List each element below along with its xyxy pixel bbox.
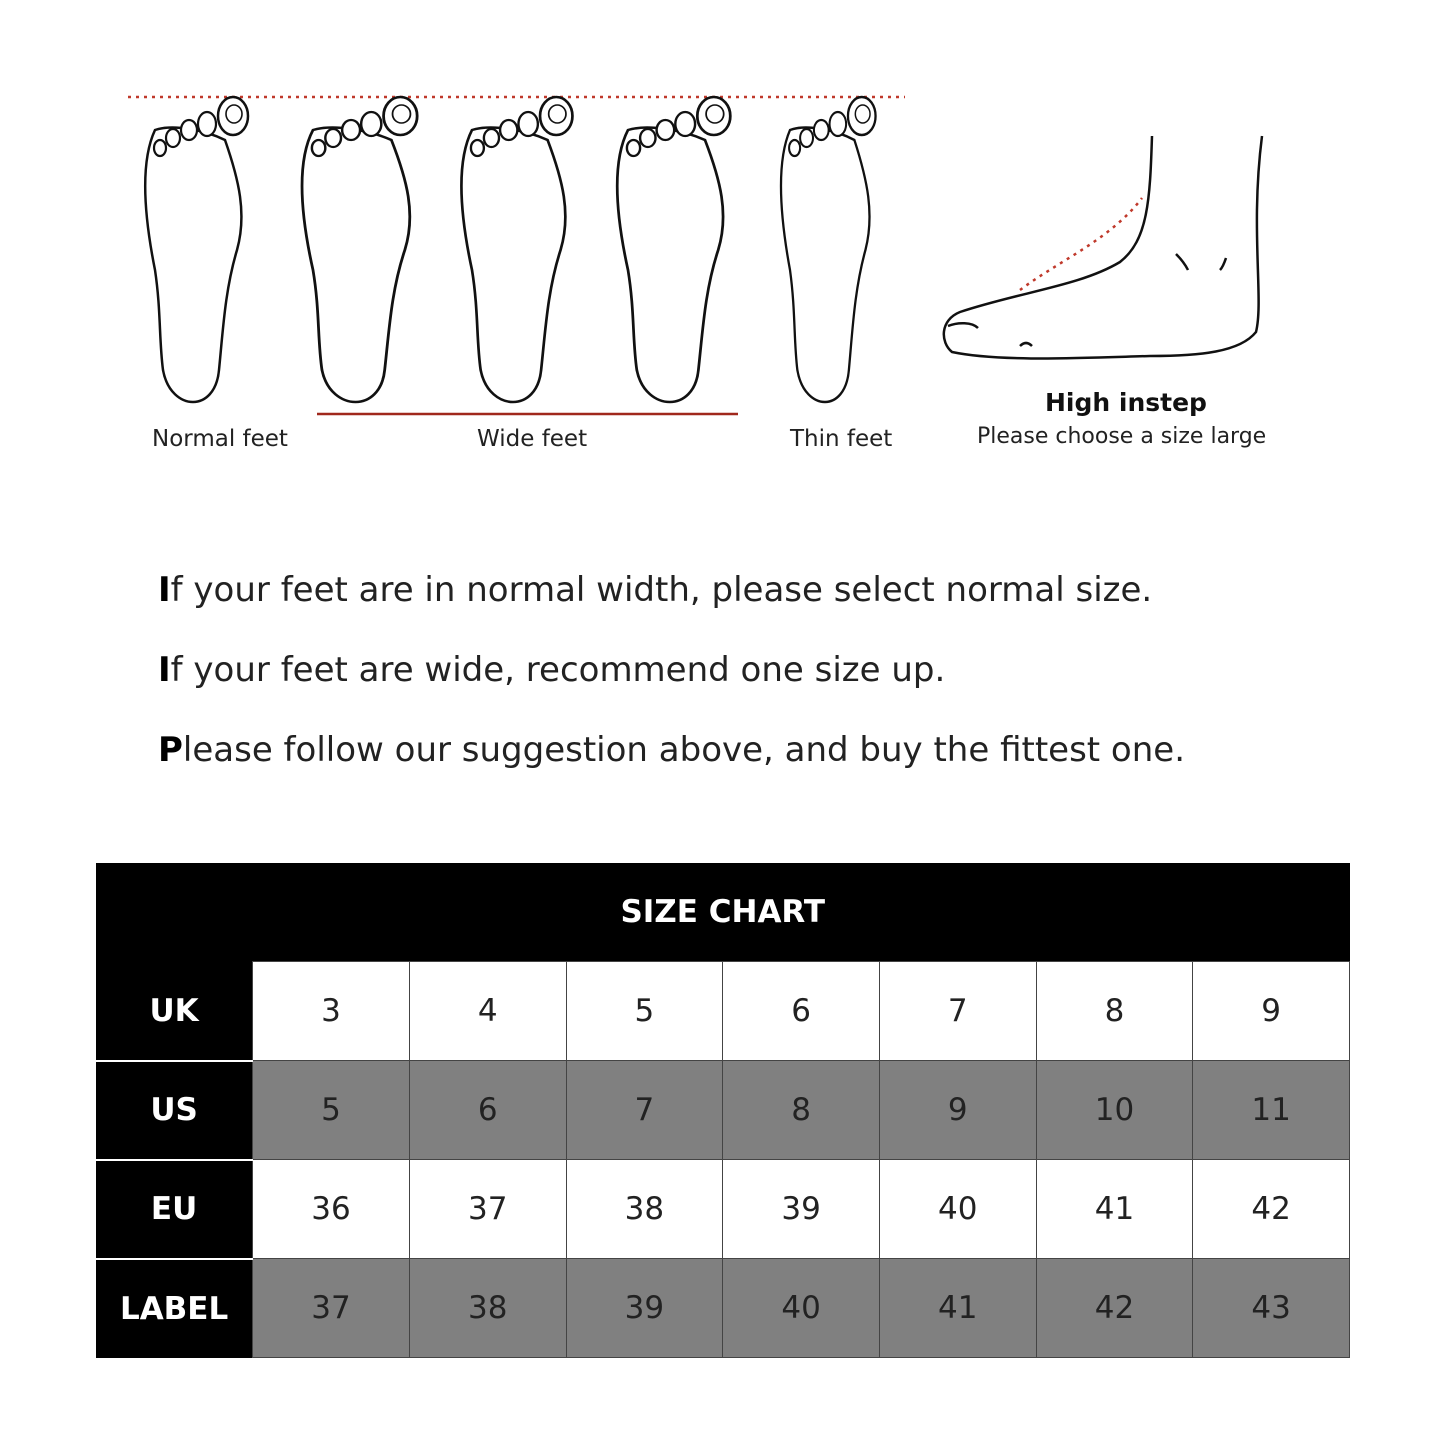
- table-cell: 11: [1193, 1061, 1350, 1160]
- wide-feet-caption: Wide feet: [477, 426, 588, 452]
- high-instep-note: Please choose a size large: [977, 424, 1267, 449]
- table-cell: 39: [566, 1259, 723, 1358]
- tip-initial: I: [158, 650, 171, 690]
- wide-foot-3: [617, 97, 730, 402]
- table-cell: 10: [1036, 1061, 1193, 1160]
- table-cell: 41: [879, 1259, 1036, 1358]
- tip-wide-feet: [158, 650, 945, 690]
- table-cell: 43: [1193, 1259, 1350, 1358]
- table-cell: 5: [253, 1061, 410, 1160]
- table-cell: 8: [723, 1061, 880, 1160]
- tip-text: f your feet are wide, recommend one size up.: [170, 650, 946, 690]
- table-cell: 42: [1036, 1259, 1193, 1358]
- wide-foot-1: [302, 97, 417, 402]
- thin-feet-caption: Thin feet: [790, 426, 893, 452]
- table-cell: 9: [1193, 962, 1350, 1061]
- table-row-uk: [96, 962, 1350, 1061]
- table-cell: 9: [879, 1061, 1036, 1160]
- normal-feet-caption: Normal feet: [152, 426, 288, 452]
- high-instep-title: High instep: [1045, 388, 1207, 417]
- table-row-eu: [96, 1160, 1350, 1259]
- table-row-label: [96, 1259, 1350, 1358]
- size-chart-title: SIZE CHART: [96, 863, 1350, 962]
- table-cell: 4: [409, 962, 566, 1061]
- row-label-label: LABEL: [96, 1259, 253, 1358]
- table-cell: 40: [879, 1160, 1036, 1259]
- tip-text: lease follow our suggestion above, and buy the fittest one.: [182, 730, 1186, 770]
- table-cell: 6: [723, 962, 880, 1061]
- row-label-uk: UK: [96, 962, 253, 1061]
- high-instep-foot: [944, 136, 1262, 359]
- normal-foot: [145, 97, 248, 402]
- table-cell: 38: [409, 1259, 566, 1358]
- table-cell: 8: [1036, 962, 1193, 1061]
- table-cell: 6: [409, 1061, 566, 1160]
- table-cell: 5: [566, 962, 723, 1061]
- table-cell: 42: [1193, 1160, 1350, 1259]
- table-cell: 37: [409, 1160, 566, 1259]
- tip-normal-width: [158, 570, 1152, 610]
- table-cell: 37: [253, 1259, 410, 1358]
- tip-text: f your feet are in normal width, please select normal size.: [170, 570, 1153, 610]
- thin-foot: [781, 97, 876, 402]
- size-chart-table: [96, 863, 1350, 1358]
- wide-foot-2: [461, 97, 572, 402]
- table-cell: 7: [879, 962, 1036, 1061]
- row-label-us: US: [96, 1061, 253, 1160]
- tip-initial: P: [158, 730, 183, 770]
- table-cell: 7: [566, 1061, 723, 1160]
- table-cell: 41: [1036, 1160, 1193, 1259]
- table-cell: 38: [566, 1160, 723, 1259]
- tip-initial: I: [158, 570, 171, 610]
- instep-guide-line: [1020, 198, 1142, 290]
- table-cell: 40: [723, 1259, 880, 1358]
- tip-follow-suggestion: [158, 730, 1185, 770]
- row-label-eu: EU: [96, 1160, 253, 1259]
- table-cell: 36: [253, 1160, 410, 1259]
- table-cell: 39: [723, 1160, 880, 1259]
- table-row-us: [96, 1061, 1350, 1160]
- table-cell: 3: [253, 962, 410, 1061]
